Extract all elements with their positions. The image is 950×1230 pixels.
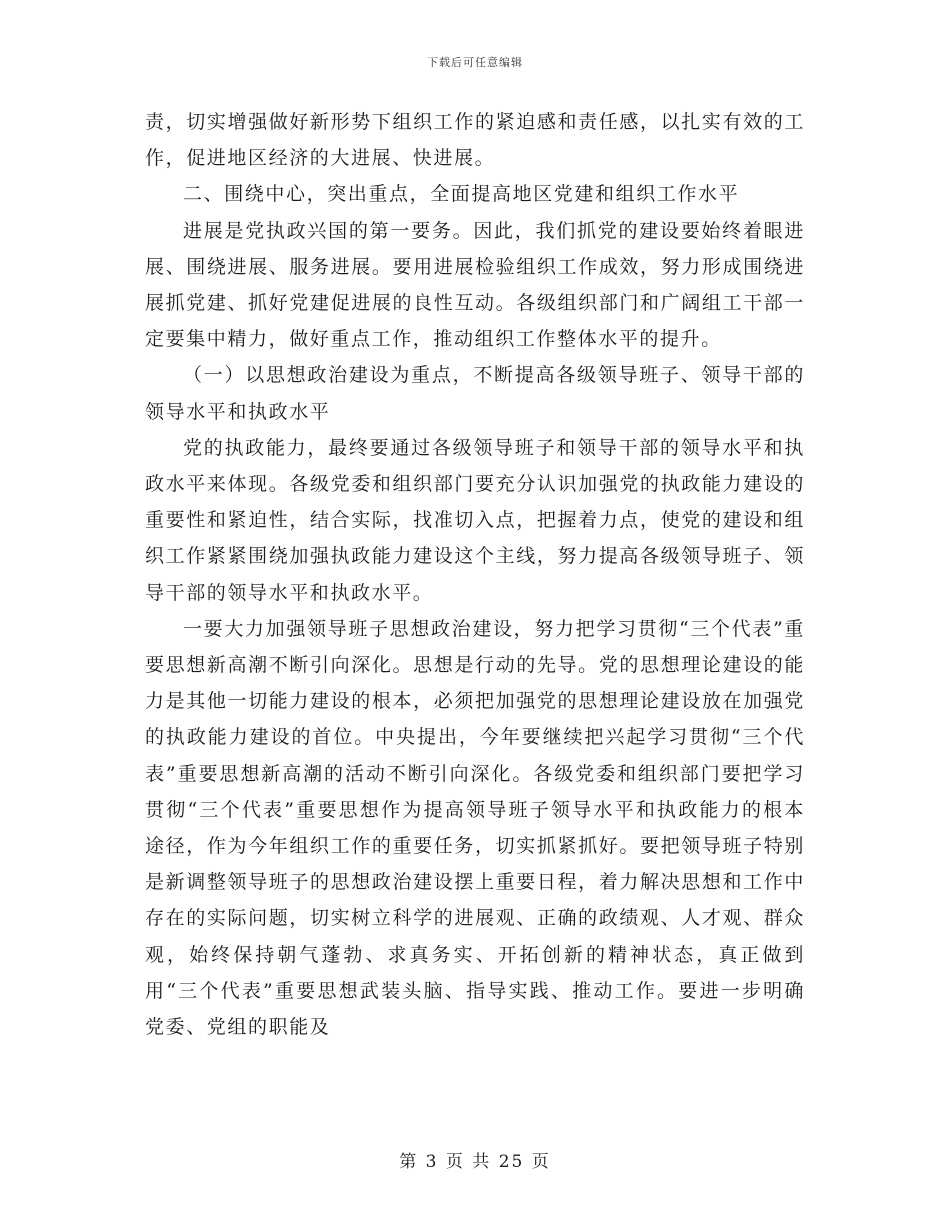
document-body <box>145 104 805 1045</box>
page-header-note: 下载后可任意编辑 <box>427 56 523 69</box>
paragraph: 一要大力加强领导班子思想政治建设，努力把学习贯彻“三个代表”重要思想新高潮不断引向深化。思想是行动的先导。党的思想理论建设的能力是其他一切能力建设的根本，必须把加强党的思想理论建设放在加强党的执政能力建设的首位。中央提出，今年要继续把兴起学习贯彻“三个代表”重要思想新高潮的活动不断引向深化。各级党委和组织部门要把学习贯彻“三个代表”重要思想作为提高领导班子领导水平和执政能力的根本途径，作为今年组织工作的重要任务，切实抓紧抓好。要把领导班子特别是新调整领导班子的思想政治建设摆上重要日程，着力解决思想和工作中存在的实际问题，切实树立科学的进展观、正确的政绩观、人才观、群众观，始终保持朝气蓬勃、求真务实、开拓创新的精神状态，真正做到用“三个代表”重要思想武装头脑、指导实践、推动工作。要进一步明确党委、党组的职能及 <box>145 617 805 1039</box>
paragraph: 进展是党执政兴国的第一要务。因此，我们抓党的建设要始终着眼进展、围绕进展、服务进展。要用进展检验组织工作成效，努力形成围绕进展抓党建、抓好党建促进展的良性互动。各级组织部门和广阔组工干部一定要集中精力，做好重点工作，推动组织工作整体水平的提升。 <box>145 219 805 351</box>
page-number-footer: 第 3 页 共 25 页 <box>399 1152 551 1172</box>
paragraph-continuation: 责，切实增强做好新形势下组织工作的紧迫感和责任感，以扎实有效的工作，促进地区经济的大进展、快进展。 <box>145 111 805 170</box>
subsection-heading: （一）以思想政治建设为重点，不断提高各级领导班子、领导干部的领导水平和执政水平 <box>145 364 805 423</box>
paragraph: 党的执政能力，最终要通过各级领导班子和领导干部的领导水平和执政水平来体现。各级党委和组织部门要充分认识加强党的执政能力建设的重要性和紧迫性，结合实际，找准切入点，把握着力点，使党的建设和组织工作紧紧围绕加强执政能力建设这个主线，努力提高各级领导班子、领导干部的领导水平和执政水平。 <box>145 436 805 604</box>
section-heading: 二、围绕中心，突出重点，全面提高地区党建和组织工作水平 <box>183 183 740 206</box>
